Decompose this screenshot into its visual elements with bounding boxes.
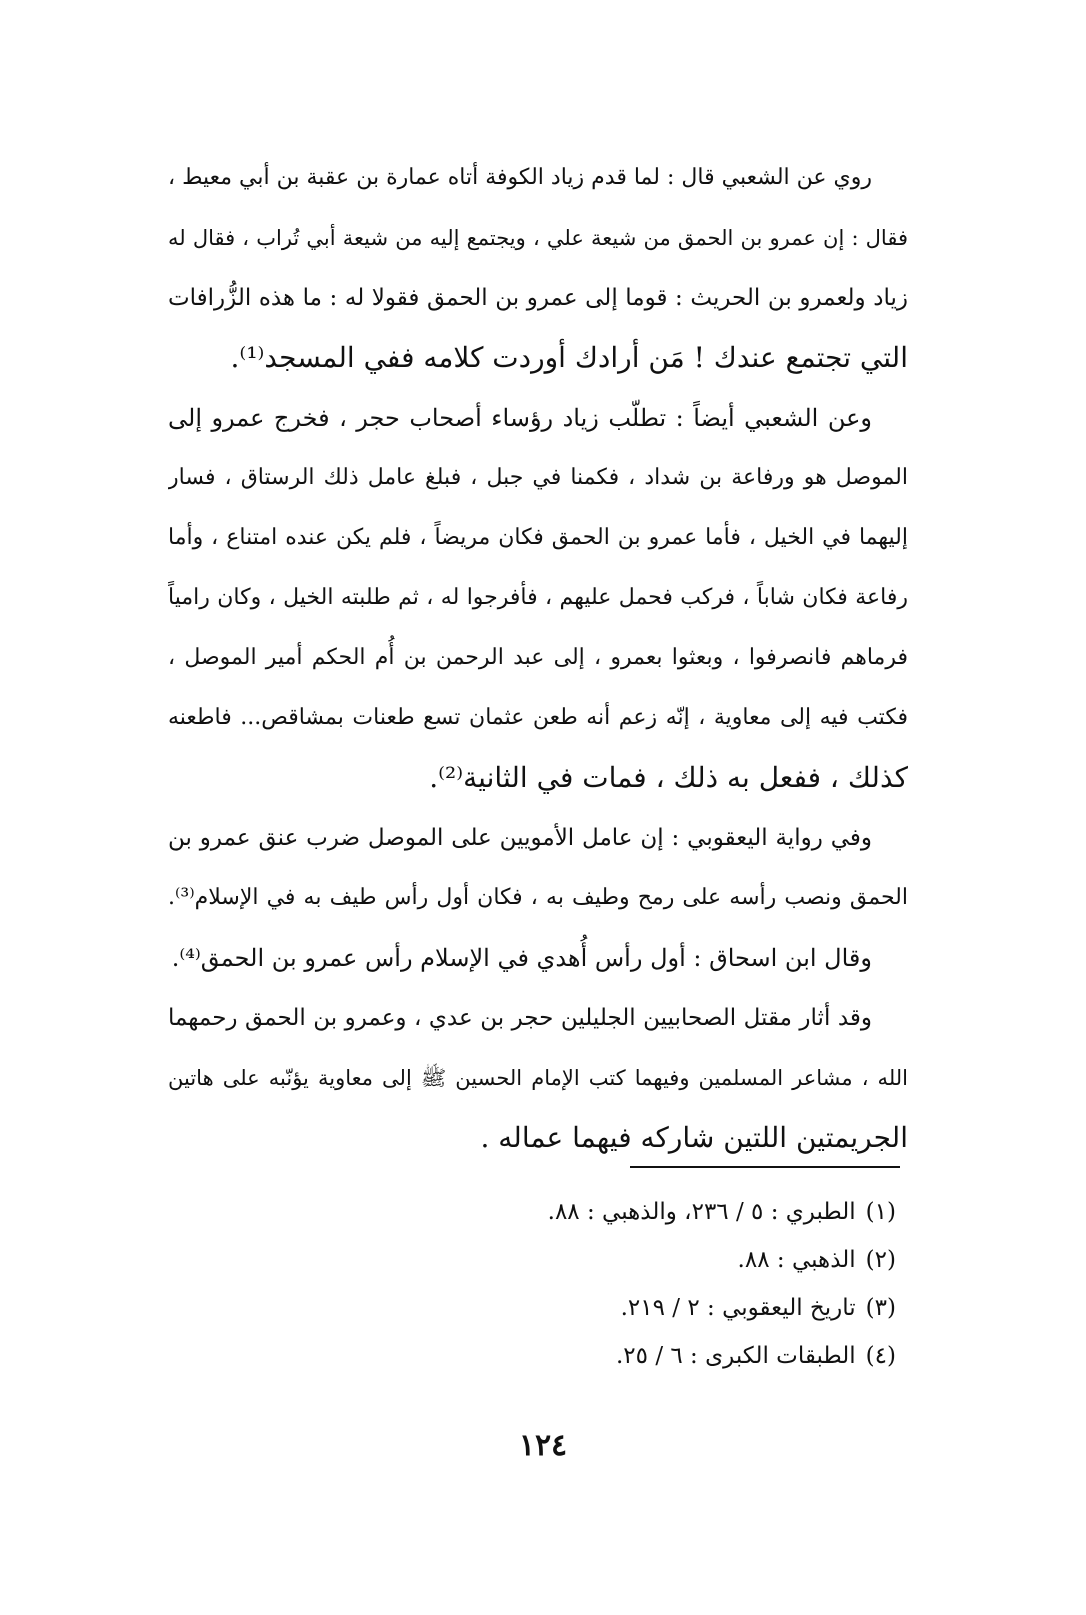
footnote-number: (٣) — [865, 1295, 896, 1321]
footnote-separator — [630, 1166, 900, 1168]
text-line: إليهما في الخيل ، فأما عمرو بن الحمق فكان مريضاً ، فلم يكن عنده امتناع ، وأما — [168, 525, 908, 550]
text-line: الله ، مشاعر المسلمين وفيهما كتب الإمام الحسين ﷺ إلى معاوية يؤنّبه على هاتين — [168, 1066, 908, 1090]
text-line: رفاعة فكان شاباً ، فركب فحمل عليهم ، فأفرجوا له ، ثم طلبته الخيل ، وكان رامياً — [168, 585, 908, 610]
footnote-text: تاريخ اليعقوبي : ٢ / ٢١٩. — [620, 1295, 856, 1321]
footnote-number: (٢) — [865, 1247, 896, 1273]
page-number: ١٢٤ — [518, 1428, 568, 1463]
text-line: الحمق ونصب رأسه على رمح وطيف به ، فكان أول رأس طيف به في الإسلام⁽³⁾. — [168, 885, 908, 910]
text-line: فرماهم فانصرفوا ، وبعثوا بعمرو ، إلى عبد الرحمن بن أُم الحكم أمير الموصل ، — [168, 645, 908, 670]
text-line: وقال ابن اسحاق : أول رأس أُهدي في الإسلام رأس عمرو بن الحمق⁽⁴⁾. — [171, 944, 872, 972]
text-line: روي عن الشعبي قال : لما قدم زياد الكوفة أتاه عمارة بن عقبة بن أبي معيط ، — [168, 165, 872, 190]
footnote — [396, 1284, 896, 1332]
text-line: التي تجتمع عندك ! مَن أرادك أوردت كلامه ففي المسجد⁽¹⁾. — [230, 341, 908, 374]
text-line: فكتب فيه إلى معاوية ، إنّه زعم أنه طعن عثمان تسع طعنات بمشاقص... فاطعنه — [168, 705, 908, 730]
footnote-text: الطبري : ٥ / ٢٣٦، والذهبي : ٨٨. — [547, 1199, 856, 1225]
footnote — [396, 1188, 896, 1236]
footnotes — [396, 1188, 896, 1380]
text-line: زياد ولعمرو بن الحريث : قوما إلى عمرو بن الحمق فقولا له : ما هذه الزُّرافات — [168, 285, 908, 311]
text-line: وفي رواية اليعقوبي : إن عامل الأمويين على الموصل ضرب عنق عمرو بن — [168, 825, 872, 851]
main-text — [168, 148, 908, 1168]
text-line: وقد أثار مقتل الصحابيين الجليلين حجر بن عدي ، وعمرو بن الحمق رحمهما — [168, 1005, 872, 1031]
footnote-text: الطبقات الكبرى : ٦ / ٢٥. — [615, 1343, 856, 1369]
text-line: الجريمتين اللتين شاركه فيهما عماله . — [480, 1121, 908, 1154]
text-line: فقال : إن عمرو بن الحمق من شيعة علي ، ويجتمع إليه من شيعة أبي تُراب ، فقال له — [168, 226, 908, 250]
footnote — [396, 1332, 896, 1380]
footnote — [396, 1236, 896, 1284]
text-line: كذلك ، ففعل به ذلك ، فمات في الثانية⁽²⁾. — [429, 761, 908, 794]
footnote-number: (٤) — [865, 1343, 896, 1369]
footnote-text: الذهبي : ٨٨. — [737, 1247, 856, 1273]
footnote-number: (١) — [865, 1199, 896, 1225]
text-line: وعن الشعبي أيضاً : تطلّب زياد رؤساء أصحاب حجر ، فخرج عمرو إلى — [168, 404, 872, 432]
text-line: الموصل هو ورفاعة بن شداد ، فكمنا في جبل ، فبلغ عامل ذلك الرستاق ، فسار — [168, 465, 908, 490]
